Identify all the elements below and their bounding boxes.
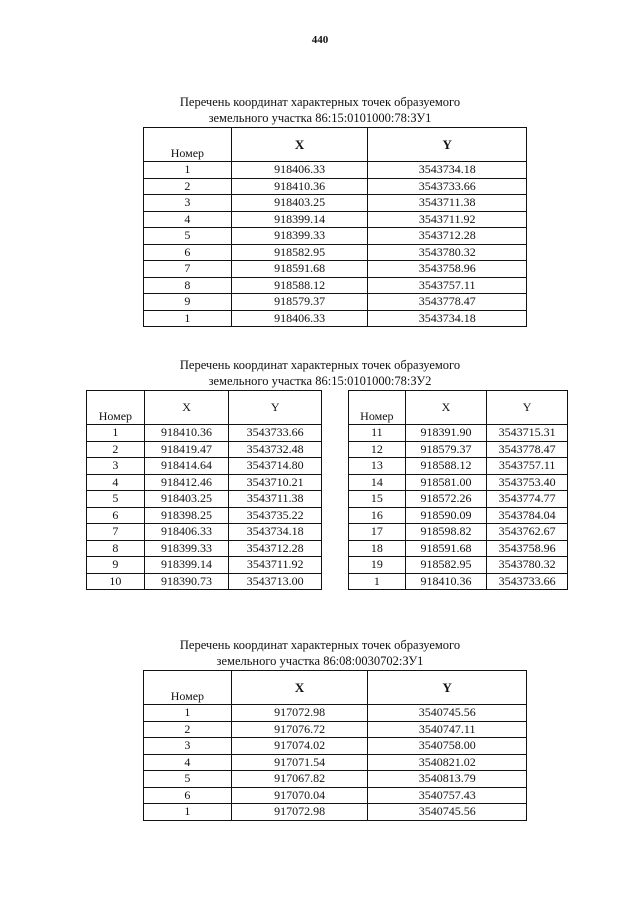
table-row bbox=[87, 441, 322, 458]
cell-number: 3 bbox=[144, 738, 232, 755]
cell-x: 918406.33 bbox=[144, 524, 229, 541]
coordinates-table-zu1-86-08 bbox=[143, 670, 527, 821]
cell-y: 3543734.18 bbox=[368, 162, 527, 179]
cell-y: 3543778.47 bbox=[487, 441, 568, 458]
cell-number: 17 bbox=[349, 524, 406, 541]
cell-y: 3540757.43 bbox=[368, 787, 527, 804]
cell-y: 3543780.32 bbox=[487, 557, 568, 574]
cell-x: 918572.26 bbox=[405, 491, 487, 508]
cell-number: 2 bbox=[87, 441, 145, 458]
cell-y: 3543784.04 bbox=[487, 507, 568, 524]
cell-x: 917071.54 bbox=[231, 754, 368, 771]
cell-y: 3543733.66 bbox=[229, 425, 322, 442]
table-row bbox=[144, 178, 527, 195]
table-row bbox=[349, 524, 568, 541]
cell-y: 3540821.02 bbox=[368, 754, 527, 771]
table1-body bbox=[144, 162, 527, 327]
cell-number: 4 bbox=[144, 211, 232, 228]
table-row bbox=[87, 458, 322, 475]
column-header-x: X bbox=[144, 391, 229, 425]
table-row bbox=[87, 425, 322, 442]
cell-x: 918598.82 bbox=[405, 524, 487, 541]
cell-x: 918399.33 bbox=[144, 540, 229, 557]
cell-x: 918419.47 bbox=[144, 441, 229, 458]
cell-x: 918588.12 bbox=[405, 458, 487, 475]
coordinates-table-zu2-right bbox=[348, 390, 568, 590]
cell-y: 3543711.38 bbox=[229, 491, 322, 508]
cell-number: 1 bbox=[144, 310, 232, 327]
cell-x: 918579.37 bbox=[231, 294, 368, 311]
cell-y: 3540745.56 bbox=[368, 804, 527, 821]
table1-caption bbox=[0, 94, 640, 126]
cell-x: 918588.12 bbox=[231, 277, 368, 294]
cell-y: 3543732.48 bbox=[229, 441, 322, 458]
cell-number: 16 bbox=[349, 507, 406, 524]
table3-body bbox=[144, 705, 527, 821]
table2-left-body bbox=[87, 425, 322, 590]
cell-y: 3543757.11 bbox=[487, 458, 568, 475]
cell-x: 918399.14 bbox=[231, 211, 368, 228]
cell-x: 918410.36 bbox=[144, 425, 229, 442]
table-row bbox=[144, 721, 527, 738]
cell-number: 8 bbox=[87, 540, 145, 557]
cell-x: 918410.36 bbox=[405, 573, 487, 590]
cell-number: 7 bbox=[87, 524, 145, 541]
column-header-number: Номер bbox=[144, 128, 232, 162]
cell-x: 917076.72 bbox=[231, 721, 368, 738]
cell-x: 918403.25 bbox=[144, 491, 229, 508]
table-row bbox=[144, 277, 527, 294]
table-row bbox=[349, 474, 568, 491]
cell-number: 1 bbox=[144, 705, 232, 722]
cell-y: 3543710.21 bbox=[229, 474, 322, 491]
cell-number: 5 bbox=[144, 228, 232, 245]
cell-number: 5 bbox=[144, 771, 232, 788]
cell-y: 3543733.66 bbox=[368, 178, 527, 195]
table-row bbox=[87, 540, 322, 557]
cell-number: 1 bbox=[144, 162, 232, 179]
table-row bbox=[87, 573, 322, 590]
table-row bbox=[87, 524, 322, 541]
cell-x: 918399.14 bbox=[144, 557, 229, 574]
table-row bbox=[87, 474, 322, 491]
cell-x: 917070.04 bbox=[231, 787, 368, 804]
cell-y: 3540758.00 bbox=[368, 738, 527, 755]
cell-y: 3543712.28 bbox=[229, 540, 322, 557]
table-row bbox=[144, 211, 527, 228]
table-row bbox=[349, 458, 568, 475]
cell-y: 3543758.96 bbox=[368, 261, 527, 278]
table-row bbox=[349, 441, 568, 458]
table-row bbox=[144, 162, 527, 179]
table-row bbox=[144, 261, 527, 278]
cell-x: 918398.25 bbox=[144, 507, 229, 524]
table-row bbox=[87, 557, 322, 574]
cell-number: 13 bbox=[349, 458, 406, 475]
cell-y: 3543757.11 bbox=[368, 277, 527, 294]
table-row bbox=[144, 705, 527, 722]
cell-number: 10 bbox=[87, 573, 145, 590]
table2-caption-line1: Перечень координат характерных точек образуемого bbox=[179, 358, 461, 372]
cell-y: 3543778.47 bbox=[368, 294, 527, 311]
cell-x: 918591.68 bbox=[405, 540, 487, 557]
cell-number: 1 bbox=[87, 425, 145, 442]
table-row bbox=[144, 754, 527, 771]
cell-number: 11 bbox=[349, 425, 406, 442]
cell-number: 1 bbox=[144, 804, 232, 821]
table-row bbox=[144, 787, 527, 804]
cell-x: 917074.02 bbox=[231, 738, 368, 755]
column-header-number: Номер bbox=[144, 671, 232, 705]
table-row bbox=[87, 507, 322, 524]
cell-y: 3543715.31 bbox=[487, 425, 568, 442]
coordinates-table-zu1 bbox=[143, 127, 527, 327]
column-header-number: Номер bbox=[87, 391, 145, 425]
page-number: 440 bbox=[311, 34, 329, 46]
table1-caption-line2: земельного участка 86:15:0101000:78:ЗУ1 bbox=[208, 111, 432, 125]
column-header-y: Y bbox=[368, 128, 527, 162]
cell-y: 3543733.66 bbox=[487, 573, 568, 590]
cell-x: 918412.46 bbox=[144, 474, 229, 491]
column-header-y: Y bbox=[368, 671, 527, 705]
cell-y: 3540745.56 bbox=[368, 705, 527, 722]
cell-x: 918579.37 bbox=[405, 441, 487, 458]
table-row bbox=[144, 294, 527, 311]
cell-number: 3 bbox=[144, 195, 232, 212]
column-header-x: X bbox=[231, 128, 368, 162]
cell-x: 917072.98 bbox=[231, 804, 368, 821]
cell-number: 4 bbox=[87, 474, 145, 491]
table-row bbox=[144, 738, 527, 755]
table-row bbox=[349, 491, 568, 508]
column-header-x: X bbox=[231, 671, 368, 705]
cell-y: 3543714.80 bbox=[229, 458, 322, 475]
cell-y: 3543734.18 bbox=[229, 524, 322, 541]
cell-x: 918582.95 bbox=[405, 557, 487, 574]
table-row bbox=[349, 507, 568, 524]
table-row bbox=[144, 804, 527, 821]
column-header-number: Номер bbox=[349, 391, 406, 425]
cell-number: 3 bbox=[87, 458, 145, 475]
table-row bbox=[349, 557, 568, 574]
cell-y: 3543711.38 bbox=[368, 195, 527, 212]
cell-y: 3543712.28 bbox=[368, 228, 527, 245]
table-row bbox=[349, 425, 568, 442]
table-row bbox=[144, 310, 527, 327]
table-row bbox=[144, 195, 527, 212]
cell-number: 19 bbox=[349, 557, 406, 574]
cell-number: 1 bbox=[349, 573, 406, 590]
cell-x: 918582.95 bbox=[231, 244, 368, 261]
coordinates-table-zu2-left bbox=[86, 390, 322, 590]
cell-number: 9 bbox=[87, 557, 145, 574]
cell-x: 918410.36 bbox=[231, 178, 368, 195]
cell-number: 4 bbox=[144, 754, 232, 771]
cell-y: 3543753.40 bbox=[487, 474, 568, 491]
cell-x: 918590.09 bbox=[405, 507, 487, 524]
column-header-x: X bbox=[405, 391, 487, 425]
table1-caption-line1: Перечень координат характерных точек образуемого bbox=[179, 95, 461, 109]
table3-caption-line2: земельного участка 86:08:0030702:ЗУ1 bbox=[216, 654, 424, 668]
cell-x: 917067.82 bbox=[231, 771, 368, 788]
cell-y: 3540813.79 bbox=[368, 771, 527, 788]
cell-x: 918406.33 bbox=[231, 162, 368, 179]
cell-number: 9 bbox=[144, 294, 232, 311]
cell-x: 918399.33 bbox=[231, 228, 368, 245]
cell-x: 918591.68 bbox=[231, 261, 368, 278]
table-row bbox=[349, 573, 568, 590]
cell-x: 918414.64 bbox=[144, 458, 229, 475]
cell-x: 918581.00 bbox=[405, 474, 487, 491]
cell-x: 918406.33 bbox=[231, 310, 368, 327]
table-row bbox=[144, 771, 527, 788]
cell-x: 918391.90 bbox=[405, 425, 487, 442]
cell-number: 2 bbox=[144, 178, 232, 195]
cell-x: 918390.73 bbox=[144, 573, 229, 590]
cell-number: 6 bbox=[144, 787, 232, 804]
table-row bbox=[144, 244, 527, 261]
cell-x: 917072.98 bbox=[231, 705, 368, 722]
cell-number: 6 bbox=[87, 507, 145, 524]
table3-caption bbox=[0, 637, 640, 669]
cell-y: 3543762.67 bbox=[487, 524, 568, 541]
cell-y: 3540747.11 bbox=[368, 721, 527, 738]
cell-number: 15 bbox=[349, 491, 406, 508]
cell-y: 3543774.77 bbox=[487, 491, 568, 508]
cell-y: 3543713.00 bbox=[229, 573, 322, 590]
table3-caption-line1: Перечень координат характерных точек образуемого bbox=[179, 638, 461, 652]
cell-y: 3543735.22 bbox=[229, 507, 322, 524]
cell-y: 3543758.96 bbox=[487, 540, 568, 557]
cell-number: 2 bbox=[144, 721, 232, 738]
cell-y: 3543711.92 bbox=[229, 557, 322, 574]
cell-y: 3543780.32 bbox=[368, 244, 527, 261]
table-row bbox=[349, 540, 568, 557]
cell-number: 14 bbox=[349, 474, 406, 491]
cell-number: 6 bbox=[144, 244, 232, 261]
cell-number: 8 bbox=[144, 277, 232, 294]
cell-number: 12 bbox=[349, 441, 406, 458]
column-header-y: Y bbox=[229, 391, 322, 425]
cell-number: 5 bbox=[87, 491, 145, 508]
table2-caption bbox=[0, 357, 640, 389]
table-row bbox=[87, 491, 322, 508]
table2-caption-line2: земельного участка 86:15:0101000:78:ЗУ2 bbox=[208, 374, 432, 388]
cell-y: 3543734.18 bbox=[368, 310, 527, 327]
table2-right-body bbox=[349, 425, 568, 590]
column-header-y: Y bbox=[487, 391, 568, 425]
cell-number: 7 bbox=[144, 261, 232, 278]
table-row bbox=[144, 228, 527, 245]
cell-y: 3543711.92 bbox=[368, 211, 527, 228]
cell-number: 18 bbox=[349, 540, 406, 557]
cell-x: 918403.25 bbox=[231, 195, 368, 212]
